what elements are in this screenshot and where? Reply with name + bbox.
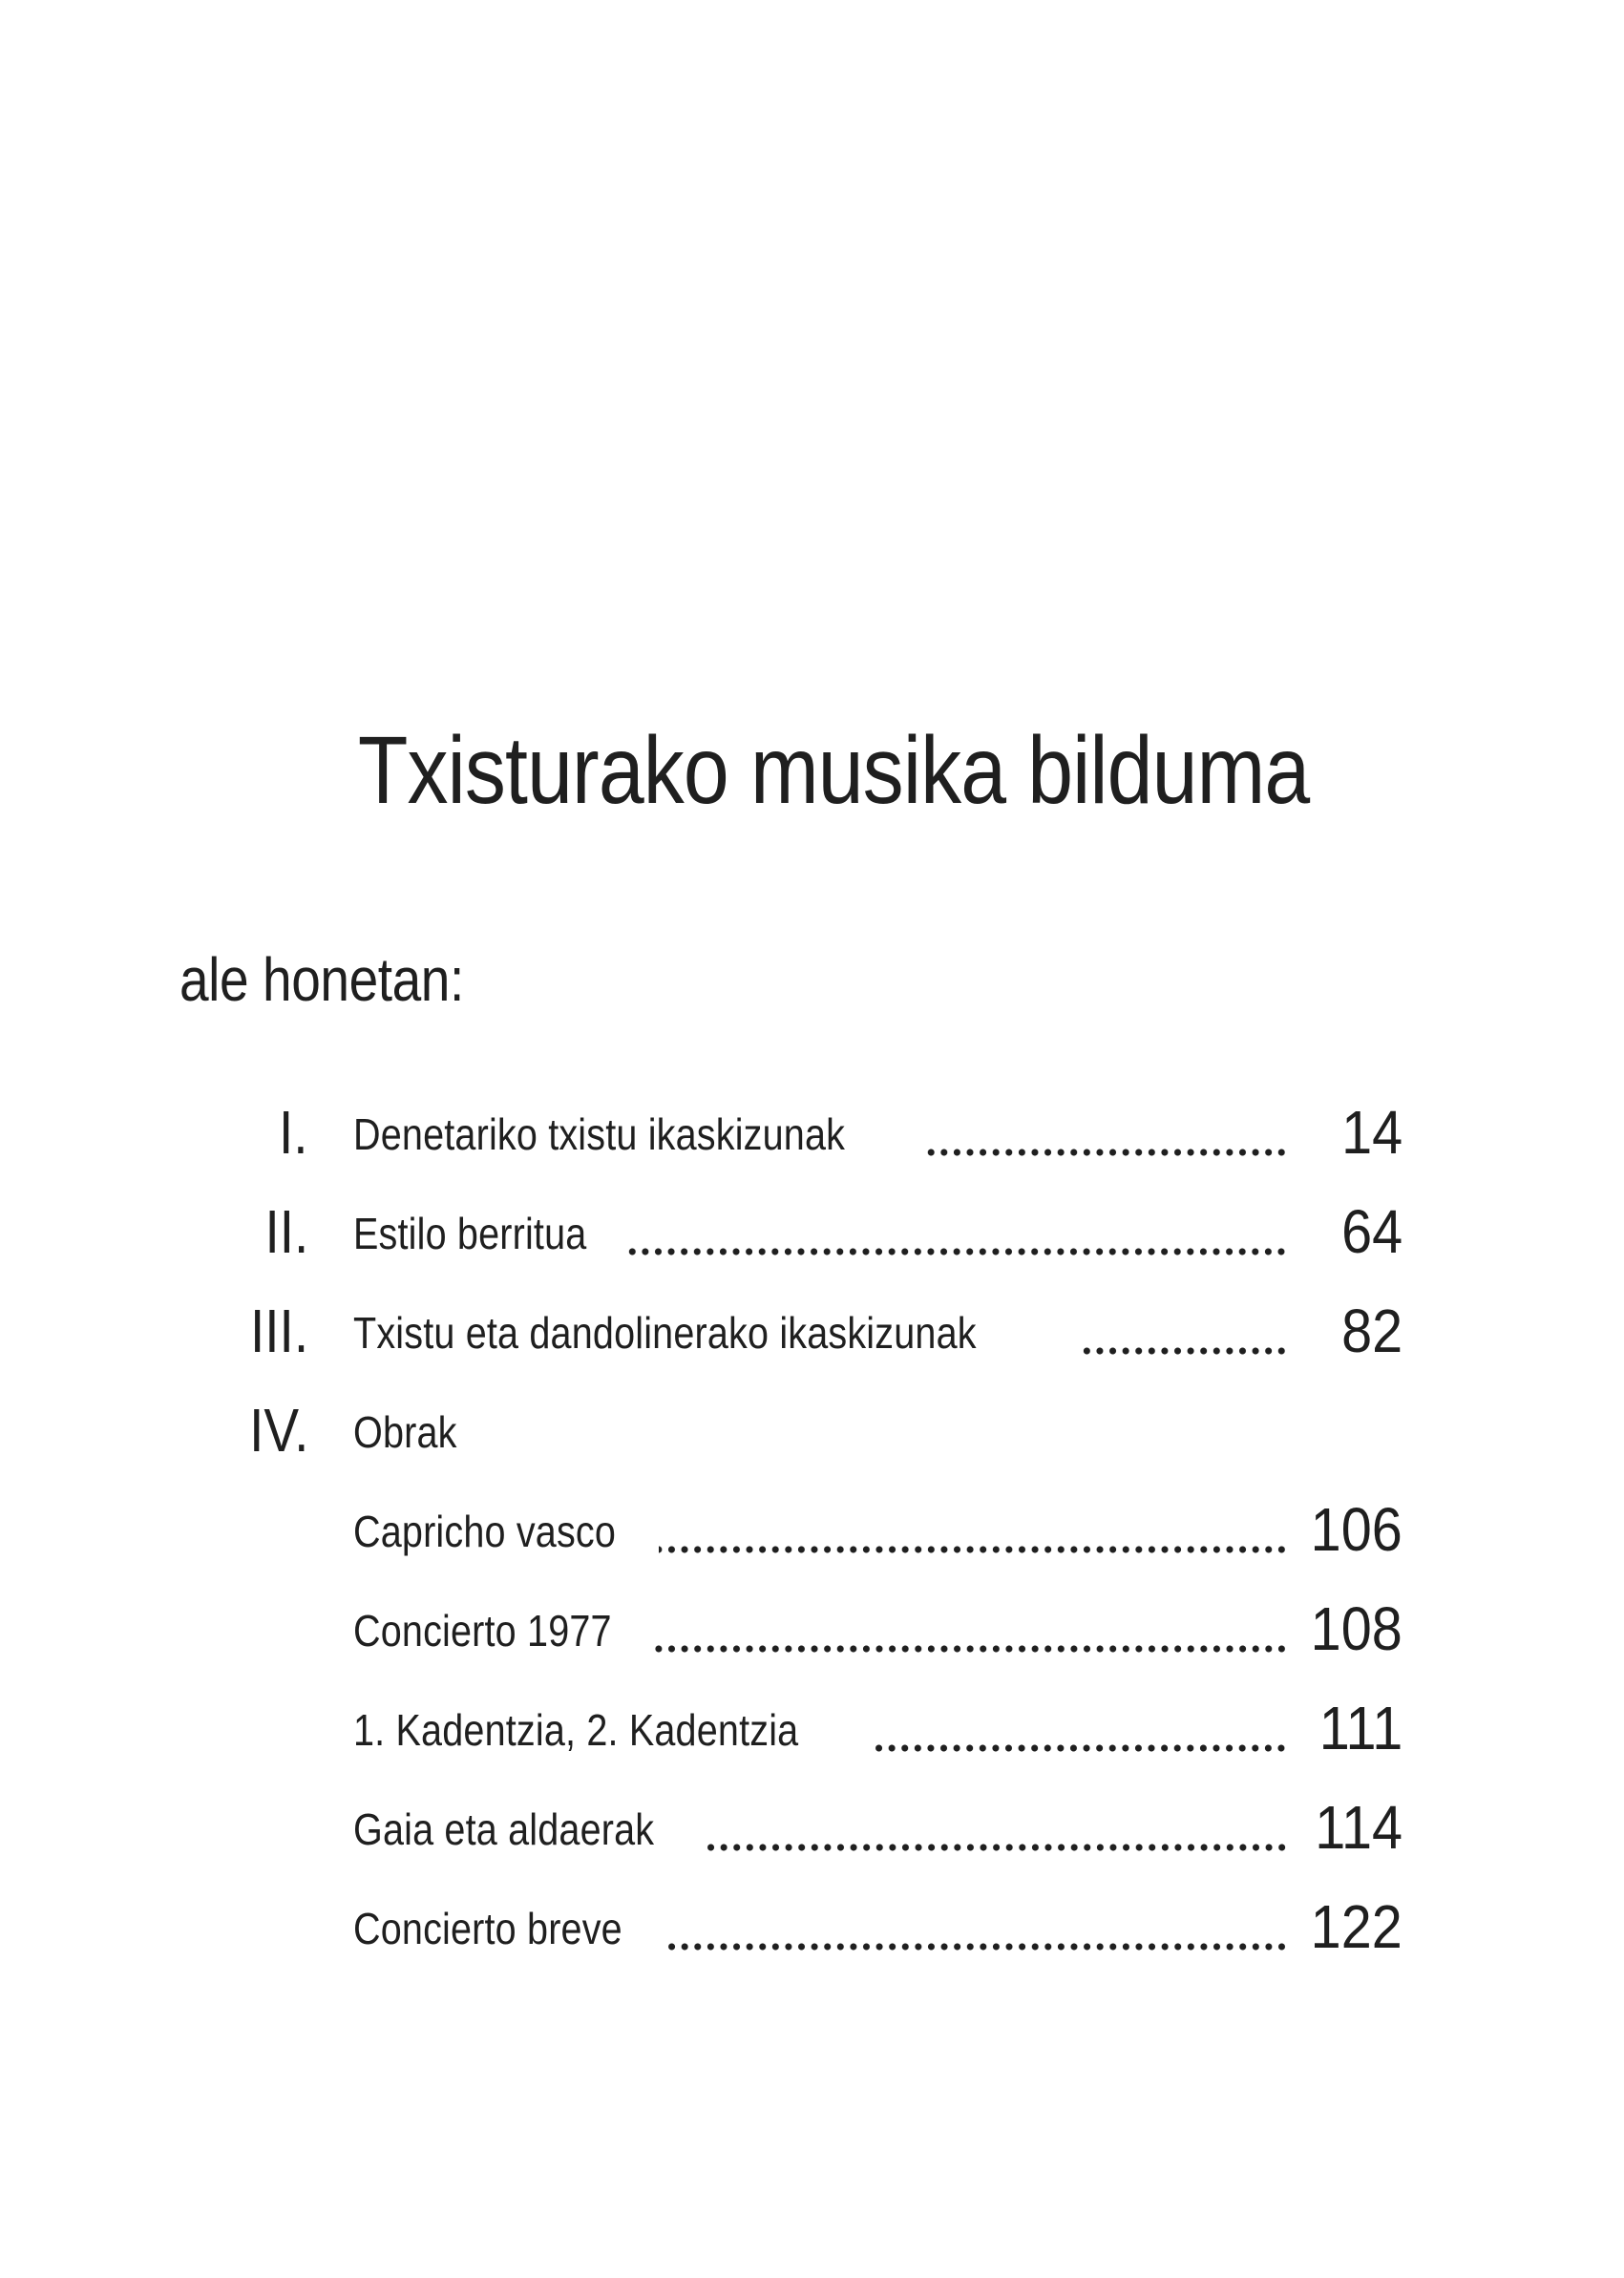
page-title: Txisturako musika bilduma [357, 717, 1310, 824]
toc-entry-body [353, 1186, 1288, 1277]
toc-entry-work-1[interactable] [0, 1484, 1624, 1575]
toc-entry-body [353, 1384, 1288, 1476]
toc-entry-section-3[interactable] [0, 1285, 1624, 1377]
dot-leader [654, 1644, 1288, 1654]
toc-entry-body [353, 1782, 1288, 1873]
dot-leader [871, 1743, 1288, 1753]
toc-entry-body [353, 1484, 1288, 1575]
toc-entry-body [353, 1583, 1288, 1675]
dot-leader [704, 1843, 1288, 1852]
toc-entry-label: Denetariko txistu ikaskizunak [353, 1109, 846, 1159]
dot-leader [666, 1942, 1288, 1951]
toc-entry-body [353, 1881, 1288, 1972]
toc-page-number: 106 [1310, 1495, 1403, 1564]
toc-section-numeral: IV. [248, 1396, 308, 1465]
toc-entry-label: Estilo berritua [353, 1209, 587, 1258]
dot-leader [1078, 1346, 1288, 1356]
toc-page-number: 82 [1340, 1297, 1403, 1365]
toc-entry-body [353, 1682, 1288, 1774]
toc-entry-work-3[interactable] [0, 1682, 1624, 1774]
toc-entry-work-5[interactable] [0, 1881, 1624, 1972]
toc-entry-section-4[interactable] [0, 1384, 1624, 1476]
toc-entry-label: Concierto 1977 [353, 1606, 612, 1656]
toc-section-numeral: I. [279, 1098, 308, 1167]
toc-entry-body [353, 1086, 1288, 1178]
toc-section-numeral: III. [249, 1297, 308, 1365]
toc-page-number: 14 [1340, 1098, 1403, 1167]
toc-entry-section-1[interactable] [0, 1086, 1624, 1178]
toc-entry-label: Obrak [353, 1407, 457, 1457]
toc-entry-label: Txistu eta dandolinerako ikaskizunak [353, 1308, 977, 1358]
toc-page-number: 114 [1315, 1793, 1403, 1862]
toc-entry-body [353, 1285, 1288, 1377]
toc-section-numeral: II. [264, 1197, 308, 1266]
toc-page-number: 64 [1340, 1197, 1403, 1266]
toc-entry-label: 1. Kadentzia, 2. Kadentzia [353, 1705, 799, 1755]
toc-page-number: 108 [1310, 1594, 1403, 1663]
toc-entry-label: Capricho vasco [353, 1507, 617, 1556]
toc-entry-label: Concierto breve [353, 1904, 622, 1953]
contents-heading: ale honetan: [179, 945, 464, 1014]
dot-leader [659, 1545, 1288, 1554]
toc-page-number: 122 [1310, 1892, 1403, 1961]
dot-leader [925, 1148, 1288, 1157]
dot-leader [624, 1247, 1288, 1256]
toc-entry-work-4[interactable] [0, 1782, 1624, 1873]
toc-entry-section-2[interactable] [0, 1186, 1624, 1277]
toc-entry-label: Gaia eta aldaerak [353, 1804, 655, 1854]
toc-entry-work-2[interactable] [0, 1583, 1624, 1675]
toc-page-number: 111 [1318, 1694, 1403, 1762]
